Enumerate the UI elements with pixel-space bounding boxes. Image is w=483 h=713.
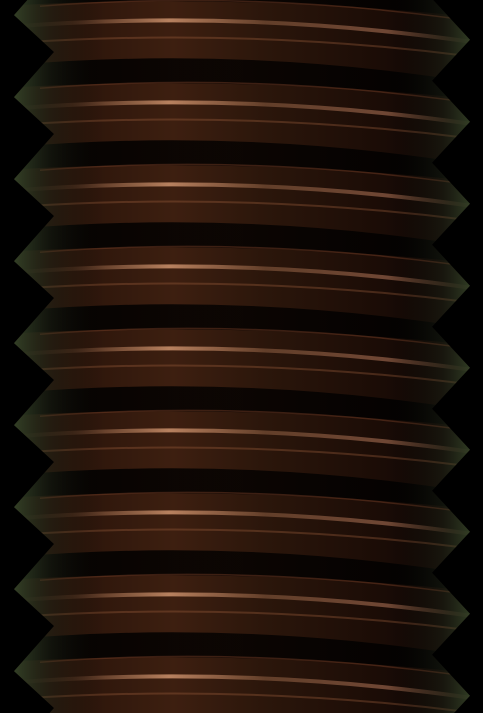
- edge-glow: [14, 0, 470, 713]
